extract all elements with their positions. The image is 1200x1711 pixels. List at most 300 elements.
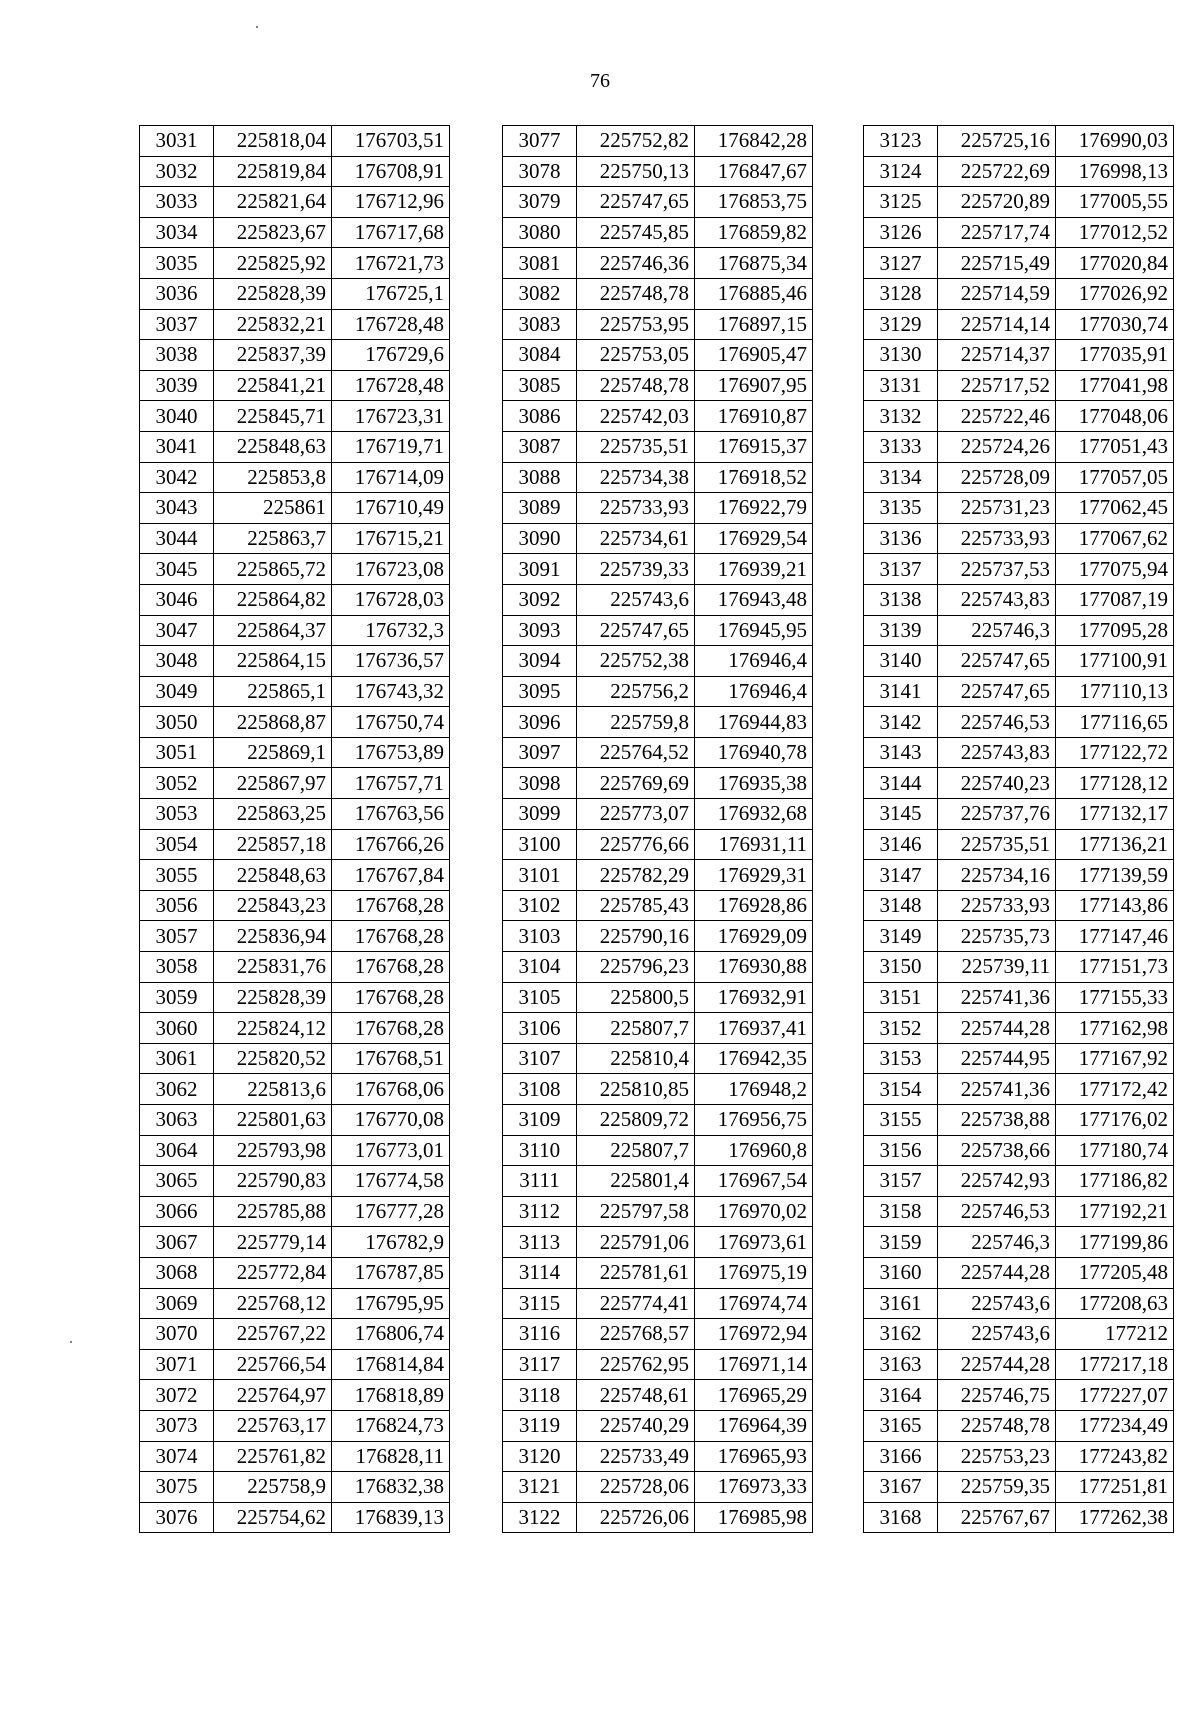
y-coordinate-cell: 177026,92 bbox=[1056, 278, 1174, 309]
table-row bbox=[140, 829, 450, 860]
point-number-cell: 3074 bbox=[140, 1441, 214, 1472]
y-coordinate-cell: 176782,9 bbox=[332, 1227, 450, 1258]
x-coordinate-cell: 225864,15 bbox=[214, 646, 332, 677]
point-number-cell: 3079 bbox=[503, 187, 577, 218]
table-row bbox=[140, 1043, 450, 1074]
y-coordinate-cell: 176712,96 bbox=[332, 187, 450, 218]
point-number-cell: 3086 bbox=[503, 401, 577, 432]
point-number-cell: 3134 bbox=[864, 462, 938, 493]
point-number-cell: 3096 bbox=[503, 707, 577, 738]
y-coordinate-cell: 176897,15 bbox=[695, 309, 813, 340]
table-row bbox=[503, 493, 813, 524]
point-number-cell: 3066 bbox=[140, 1196, 214, 1227]
x-coordinate-cell: 225759,8 bbox=[577, 707, 695, 738]
y-coordinate-cell: 176774,58 bbox=[332, 1166, 450, 1197]
table-row bbox=[140, 493, 450, 524]
x-coordinate-cell: 225779,14 bbox=[214, 1227, 332, 1258]
point-number-cell: 3122 bbox=[503, 1502, 577, 1533]
point-number-cell: 3152 bbox=[864, 1013, 938, 1044]
table-row bbox=[503, 921, 813, 952]
y-coordinate-cell: 177243,82 bbox=[1056, 1441, 1174, 1472]
y-coordinate-cell: 177143,86 bbox=[1056, 890, 1174, 921]
table-row bbox=[140, 921, 450, 952]
y-coordinate-cell: 176736,57 bbox=[332, 646, 450, 677]
y-coordinate-cell: 176768,28 bbox=[332, 982, 450, 1013]
x-coordinate-cell: 225734,16 bbox=[938, 860, 1056, 891]
table-row bbox=[503, 1472, 813, 1503]
table-row bbox=[140, 340, 450, 371]
x-coordinate-cell: 225807,7 bbox=[577, 1013, 695, 1044]
y-coordinate-cell: 176832,38 bbox=[332, 1472, 450, 1503]
point-number-cell: 3060 bbox=[140, 1013, 214, 1044]
point-number-cell: 3143 bbox=[864, 737, 938, 768]
x-coordinate-cell: 225768,12 bbox=[214, 1288, 332, 1319]
point-number-cell: 3138 bbox=[864, 584, 938, 615]
point-number-cell: 3107 bbox=[503, 1043, 577, 1074]
x-coordinate-cell: 225801,4 bbox=[577, 1166, 695, 1197]
point-number-cell: 3048 bbox=[140, 646, 214, 677]
point-number-cell: 3054 bbox=[140, 829, 214, 860]
table-row bbox=[140, 737, 450, 768]
y-coordinate-cell: 176768,06 bbox=[332, 1074, 450, 1105]
y-coordinate-cell: 176985,98 bbox=[695, 1502, 813, 1533]
y-coordinate-cell: 177041,98 bbox=[1056, 370, 1174, 401]
point-number-cell: 3071 bbox=[140, 1349, 214, 1380]
x-coordinate-cell: 225865,72 bbox=[214, 554, 332, 585]
scan-speck bbox=[256, 26, 258, 28]
x-coordinate-cell: 225739,11 bbox=[938, 952, 1056, 983]
y-coordinate-cell: 176970,02 bbox=[695, 1196, 813, 1227]
y-coordinate-cell: 176768,51 bbox=[332, 1043, 450, 1074]
point-number-cell: 3037 bbox=[140, 309, 214, 340]
table-row bbox=[864, 890, 1174, 921]
x-coordinate-cell: 225758,9 bbox=[214, 1472, 332, 1503]
point-number-cell: 3031 bbox=[140, 126, 214, 157]
table-row bbox=[140, 1105, 450, 1136]
x-coordinate-cell: 225744,28 bbox=[938, 1013, 1056, 1044]
x-coordinate-cell: 225774,41 bbox=[577, 1288, 695, 1319]
y-coordinate-cell: 176944,83 bbox=[695, 707, 813, 738]
x-coordinate-cell: 225836,94 bbox=[214, 921, 332, 952]
x-coordinate-cell: 225781,61 bbox=[577, 1257, 695, 1288]
coordinates-table-1 bbox=[139, 125, 450, 1533]
table-row bbox=[864, 1380, 1174, 1411]
point-number-cell: 3124 bbox=[864, 156, 938, 187]
y-coordinate-cell: 177199,86 bbox=[1056, 1227, 1174, 1258]
table-row bbox=[140, 1257, 450, 1288]
table-row bbox=[864, 278, 1174, 309]
table-row bbox=[864, 126, 1174, 157]
point-number-cell: 3077 bbox=[503, 126, 577, 157]
table-row bbox=[140, 1135, 450, 1166]
table-row bbox=[140, 187, 450, 218]
y-coordinate-cell: 176973,33 bbox=[695, 1472, 813, 1503]
x-coordinate-cell: 225767,67 bbox=[938, 1502, 1056, 1533]
table-row bbox=[140, 1349, 450, 1380]
y-coordinate-cell: 177151,73 bbox=[1056, 952, 1174, 983]
point-number-cell: 3075 bbox=[140, 1472, 214, 1503]
x-coordinate-cell: 225746,75 bbox=[938, 1380, 1056, 1411]
point-number-cell: 3049 bbox=[140, 676, 214, 707]
y-coordinate-cell: 176723,08 bbox=[332, 554, 450, 585]
point-number-cell: 3102 bbox=[503, 890, 577, 921]
point-number-cell: 3064 bbox=[140, 1135, 214, 1166]
x-coordinate-cell: 225717,52 bbox=[938, 370, 1056, 401]
x-coordinate-cell: 225776,66 bbox=[577, 829, 695, 860]
x-coordinate-cell: 225759,35 bbox=[938, 1472, 1056, 1503]
x-coordinate-cell: 225864,82 bbox=[214, 584, 332, 615]
table-row bbox=[140, 890, 450, 921]
x-coordinate-cell: 225752,38 bbox=[577, 646, 695, 677]
y-coordinate-cell: 177192,21 bbox=[1056, 1196, 1174, 1227]
y-coordinate-cell: 176732,3 bbox=[332, 615, 450, 646]
y-coordinate-cell: 177110,13 bbox=[1056, 676, 1174, 707]
y-coordinate-cell: 176723,31 bbox=[332, 401, 450, 432]
point-number-cell: 3131 bbox=[864, 370, 938, 401]
point-number-cell: 3141 bbox=[864, 676, 938, 707]
table-row bbox=[503, 1288, 813, 1319]
x-coordinate-cell: 225810,4 bbox=[577, 1043, 695, 1074]
table-row bbox=[503, 217, 813, 248]
x-coordinate-cell: 225752,82 bbox=[577, 126, 695, 157]
table-row bbox=[140, 584, 450, 615]
x-coordinate-cell: 225741,36 bbox=[938, 982, 1056, 1013]
x-coordinate-cell: 225714,37 bbox=[938, 340, 1056, 371]
point-number-cell: 3039 bbox=[140, 370, 214, 401]
point-number-cell: 3156 bbox=[864, 1135, 938, 1166]
y-coordinate-cell: 176842,28 bbox=[695, 126, 813, 157]
point-number-cell: 3067 bbox=[140, 1227, 214, 1258]
point-number-cell: 3040 bbox=[140, 401, 214, 432]
table-row bbox=[140, 860, 450, 891]
point-number-cell: 3068 bbox=[140, 1257, 214, 1288]
point-number-cell: 3051 bbox=[140, 737, 214, 768]
x-coordinate-cell: 225743,6 bbox=[577, 584, 695, 615]
y-coordinate-cell: 177205,48 bbox=[1056, 1257, 1174, 1288]
table-row bbox=[503, 126, 813, 157]
table-row bbox=[864, 982, 1174, 1013]
table-row bbox=[503, 1074, 813, 1105]
table-row bbox=[864, 646, 1174, 677]
table-row bbox=[864, 1074, 1174, 1105]
x-coordinate-cell: 225831,76 bbox=[214, 952, 332, 983]
y-coordinate-cell: 176729,6 bbox=[332, 340, 450, 371]
table-row bbox=[503, 1013, 813, 1044]
x-coordinate-cell: 225742,93 bbox=[938, 1166, 1056, 1197]
y-coordinate-cell: 176717,68 bbox=[332, 217, 450, 248]
table-row bbox=[140, 278, 450, 309]
x-coordinate-cell: 225748,78 bbox=[577, 278, 695, 309]
point-number-cell: 3132 bbox=[864, 401, 938, 432]
x-coordinate-cell: 225857,18 bbox=[214, 829, 332, 860]
point-number-cell: 3101 bbox=[503, 860, 577, 891]
x-coordinate-cell: 225748,61 bbox=[577, 1380, 695, 1411]
point-number-cell: 3168 bbox=[864, 1502, 938, 1533]
table-row bbox=[140, 1013, 450, 1044]
table-row bbox=[864, 340, 1174, 371]
point-number-cell: 3146 bbox=[864, 829, 938, 860]
x-coordinate-cell: 225745,85 bbox=[577, 217, 695, 248]
y-coordinate-cell: 176975,19 bbox=[695, 1257, 813, 1288]
table-row bbox=[864, 1105, 1174, 1136]
y-coordinate-cell: 177227,07 bbox=[1056, 1380, 1174, 1411]
x-coordinate-cell: 225819,84 bbox=[214, 156, 332, 187]
x-coordinate-cell: 225743,83 bbox=[938, 737, 1056, 768]
point-number-cell: 3137 bbox=[864, 554, 938, 585]
table-row bbox=[864, 493, 1174, 524]
x-coordinate-cell: 225845,71 bbox=[214, 401, 332, 432]
x-coordinate-cell: 225800,5 bbox=[577, 982, 695, 1013]
point-number-cell: 3055 bbox=[140, 860, 214, 891]
point-number-cell: 3072 bbox=[140, 1380, 214, 1411]
y-coordinate-cell: 176728,48 bbox=[332, 370, 450, 401]
table-row bbox=[503, 462, 813, 493]
x-coordinate-cell: 225809,72 bbox=[577, 1105, 695, 1136]
y-coordinate-cell: 177172,42 bbox=[1056, 1074, 1174, 1105]
x-coordinate-cell: 225746,53 bbox=[938, 1196, 1056, 1227]
y-coordinate-cell: 176728,03 bbox=[332, 584, 450, 615]
table-row bbox=[864, 187, 1174, 218]
y-coordinate-cell: 177035,91 bbox=[1056, 340, 1174, 371]
y-coordinate-cell: 177234,49 bbox=[1056, 1410, 1174, 1441]
table-row bbox=[140, 982, 450, 1013]
x-coordinate-cell: 225785,43 bbox=[577, 890, 695, 921]
x-coordinate-cell: 225746,36 bbox=[577, 248, 695, 279]
y-coordinate-cell: 176939,21 bbox=[695, 554, 813, 585]
y-coordinate-cell: 176714,09 bbox=[332, 462, 450, 493]
table-row bbox=[503, 1410, 813, 1441]
table-row bbox=[140, 431, 450, 462]
point-number-cell: 3135 bbox=[864, 493, 938, 524]
y-coordinate-cell: 176777,28 bbox=[332, 1196, 450, 1227]
table-row bbox=[864, 1135, 1174, 1166]
x-coordinate-cell: 225728,06 bbox=[577, 1472, 695, 1503]
table-row bbox=[503, 1166, 813, 1197]
point-number-cell: 3082 bbox=[503, 278, 577, 309]
y-coordinate-cell: 177067,62 bbox=[1056, 523, 1174, 554]
point-number-cell: 3085 bbox=[503, 370, 577, 401]
point-number-cell: 3063 bbox=[140, 1105, 214, 1136]
point-number-cell: 3158 bbox=[864, 1196, 938, 1227]
y-coordinate-cell: 176998,13 bbox=[1056, 156, 1174, 187]
y-coordinate-cell: 176859,82 bbox=[695, 217, 813, 248]
y-coordinate-cell: 176767,84 bbox=[332, 860, 450, 891]
point-number-cell: 3061 bbox=[140, 1043, 214, 1074]
table-row bbox=[503, 370, 813, 401]
x-coordinate-cell: 225818,04 bbox=[214, 126, 332, 157]
point-number-cell: 3059 bbox=[140, 982, 214, 1013]
x-coordinate-cell: 225753,95 bbox=[577, 309, 695, 340]
y-coordinate-cell: 176942,35 bbox=[695, 1043, 813, 1074]
x-coordinate-cell: 225753,23 bbox=[938, 1441, 1056, 1472]
table-row bbox=[140, 768, 450, 799]
table-row bbox=[503, 309, 813, 340]
x-coordinate-cell: 225853,8 bbox=[214, 462, 332, 493]
table-row bbox=[503, 1441, 813, 1472]
y-coordinate-cell: 176945,95 bbox=[695, 615, 813, 646]
table-row bbox=[503, 187, 813, 218]
y-coordinate-cell: 176743,32 bbox=[332, 676, 450, 707]
point-number-cell: 3076 bbox=[140, 1502, 214, 1533]
y-coordinate-cell: 177139,59 bbox=[1056, 860, 1174, 891]
point-number-cell: 3080 bbox=[503, 217, 577, 248]
table-row bbox=[140, 799, 450, 830]
point-number-cell: 3119 bbox=[503, 1410, 577, 1441]
x-coordinate-cell: 225821,64 bbox=[214, 187, 332, 218]
y-coordinate-cell: 176946,4 bbox=[695, 646, 813, 677]
table-row bbox=[503, 584, 813, 615]
table-row bbox=[503, 707, 813, 738]
y-coordinate-cell: 176806,74 bbox=[332, 1319, 450, 1350]
table-row bbox=[864, 462, 1174, 493]
y-coordinate-cell: 176910,87 bbox=[695, 401, 813, 432]
point-number-cell: 3133 bbox=[864, 431, 938, 462]
point-number-cell: 3070 bbox=[140, 1319, 214, 1350]
point-number-cell: 3053 bbox=[140, 799, 214, 830]
table-row bbox=[864, 1319, 1174, 1350]
point-number-cell: 3057 bbox=[140, 921, 214, 952]
y-coordinate-cell: 176964,39 bbox=[695, 1410, 813, 1441]
table-row bbox=[503, 860, 813, 891]
y-coordinate-cell: 177100,91 bbox=[1056, 646, 1174, 677]
x-coordinate-cell: 225733,93 bbox=[938, 890, 1056, 921]
x-coordinate-cell: 225747,65 bbox=[938, 646, 1056, 677]
point-number-cell: 3058 bbox=[140, 952, 214, 983]
point-number-cell: 3161 bbox=[864, 1288, 938, 1319]
table-row bbox=[503, 401, 813, 432]
point-number-cell: 3047 bbox=[140, 615, 214, 646]
table-row bbox=[140, 248, 450, 279]
point-number-cell: 3160 bbox=[864, 1257, 938, 1288]
x-coordinate-cell: 225738,88 bbox=[938, 1105, 1056, 1136]
x-coordinate-cell: 225810,85 bbox=[577, 1074, 695, 1105]
x-coordinate-cell: 225748,78 bbox=[938, 1410, 1056, 1441]
x-coordinate-cell: 225744,28 bbox=[938, 1257, 1056, 1288]
x-coordinate-cell: 225782,29 bbox=[577, 860, 695, 891]
point-number-cell: 3117 bbox=[503, 1349, 577, 1380]
y-coordinate-cell: 176818,89 bbox=[332, 1380, 450, 1411]
x-coordinate-cell: 225734,61 bbox=[577, 523, 695, 554]
y-coordinate-cell: 177251,81 bbox=[1056, 1472, 1174, 1503]
point-number-cell: 3150 bbox=[864, 952, 938, 983]
point-number-cell: 3127 bbox=[864, 248, 938, 279]
x-coordinate-cell: 225820,52 bbox=[214, 1043, 332, 1074]
y-coordinate-cell: 177262,38 bbox=[1056, 1502, 1174, 1533]
x-coordinate-cell: 225731,23 bbox=[938, 493, 1056, 524]
table-row bbox=[503, 1227, 813, 1258]
point-number-cell: 3103 bbox=[503, 921, 577, 952]
point-number-cell: 3139 bbox=[864, 615, 938, 646]
point-number-cell: 3111 bbox=[503, 1166, 577, 1197]
x-coordinate-cell: 225733,93 bbox=[938, 523, 1056, 554]
y-coordinate-cell: 176928,86 bbox=[695, 890, 813, 921]
y-coordinate-cell: 176990,03 bbox=[1056, 126, 1174, 157]
y-coordinate-cell: 177116,65 bbox=[1056, 707, 1174, 738]
y-coordinate-cell: 176721,73 bbox=[332, 248, 450, 279]
y-coordinate-cell: 177005,55 bbox=[1056, 187, 1174, 218]
x-coordinate-cell: 225733,49 bbox=[577, 1441, 695, 1472]
x-coordinate-cell: 225742,03 bbox=[577, 401, 695, 432]
table-row bbox=[503, 1319, 813, 1350]
x-coordinate-cell: 225828,39 bbox=[214, 278, 332, 309]
y-coordinate-cell: 177122,72 bbox=[1056, 737, 1174, 768]
table-row bbox=[864, 676, 1174, 707]
table-row bbox=[503, 1349, 813, 1380]
point-number-cell: 3118 bbox=[503, 1380, 577, 1411]
point-number-cell: 3042 bbox=[140, 462, 214, 493]
y-coordinate-cell: 176931,11 bbox=[695, 829, 813, 860]
y-coordinate-cell: 176768,28 bbox=[332, 1013, 450, 1044]
x-coordinate-cell: 225867,97 bbox=[214, 768, 332, 799]
y-coordinate-cell: 176971,14 bbox=[695, 1349, 813, 1380]
table-row bbox=[140, 554, 450, 585]
y-coordinate-cell: 176703,51 bbox=[332, 126, 450, 157]
table-row bbox=[503, 799, 813, 830]
point-number-cell: 3159 bbox=[864, 1227, 938, 1258]
point-number-cell: 3112 bbox=[503, 1196, 577, 1227]
y-coordinate-cell: 177048,06 bbox=[1056, 401, 1174, 432]
y-coordinate-cell: 176828,11 bbox=[332, 1441, 450, 1472]
point-number-cell: 3038 bbox=[140, 340, 214, 371]
point-number-cell: 3073 bbox=[140, 1410, 214, 1441]
table-row bbox=[140, 462, 450, 493]
table-row bbox=[864, 1410, 1174, 1441]
point-number-cell: 3091 bbox=[503, 554, 577, 585]
table-row bbox=[503, 1105, 813, 1136]
y-coordinate-cell: 176853,75 bbox=[695, 187, 813, 218]
x-coordinate-cell: 225722,69 bbox=[938, 156, 1056, 187]
table-row bbox=[140, 1227, 450, 1258]
y-coordinate-cell: 177012,52 bbox=[1056, 217, 1174, 248]
point-number-cell: 3166 bbox=[864, 1441, 938, 1472]
y-coordinate-cell: 176768,28 bbox=[332, 952, 450, 983]
x-coordinate-cell: 225863,25 bbox=[214, 799, 332, 830]
table-row bbox=[864, 1441, 1174, 1472]
x-coordinate-cell: 225785,88 bbox=[214, 1196, 332, 1227]
x-coordinate-cell: 225801,63 bbox=[214, 1105, 332, 1136]
point-number-cell: 3046 bbox=[140, 584, 214, 615]
table-row bbox=[864, 1166, 1174, 1197]
point-number-cell: 3094 bbox=[503, 646, 577, 677]
x-coordinate-cell: 225753,05 bbox=[577, 340, 695, 371]
x-coordinate-cell: 225769,69 bbox=[577, 768, 695, 799]
table-row bbox=[864, 1257, 1174, 1288]
y-coordinate-cell: 176922,79 bbox=[695, 493, 813, 524]
y-coordinate-cell: 176915,37 bbox=[695, 431, 813, 462]
x-coordinate-cell: 225726,06 bbox=[577, 1502, 695, 1533]
y-coordinate-cell: 176932,68 bbox=[695, 799, 813, 830]
point-number-cell: 3044 bbox=[140, 523, 214, 554]
y-coordinate-cell: 177128,12 bbox=[1056, 768, 1174, 799]
point-number-cell: 3036 bbox=[140, 278, 214, 309]
y-coordinate-cell: 176948,2 bbox=[695, 1074, 813, 1105]
table-row bbox=[140, 615, 450, 646]
point-number-cell: 3154 bbox=[864, 1074, 938, 1105]
table-row bbox=[140, 1074, 450, 1105]
x-coordinate-cell: 225848,63 bbox=[214, 860, 332, 891]
table-row bbox=[503, 615, 813, 646]
table-row bbox=[503, 523, 813, 554]
y-coordinate-cell: 177217,18 bbox=[1056, 1349, 1174, 1380]
table-row bbox=[140, 1319, 450, 1350]
x-coordinate-cell: 225824,12 bbox=[214, 1013, 332, 1044]
table-row bbox=[864, 523, 1174, 554]
table-row bbox=[140, 523, 450, 554]
x-coordinate-cell: 225748,78 bbox=[577, 370, 695, 401]
point-number-cell: 3084 bbox=[503, 340, 577, 371]
point-number-cell: 3120 bbox=[503, 1441, 577, 1472]
x-coordinate-cell: 225743,6 bbox=[938, 1319, 1056, 1350]
